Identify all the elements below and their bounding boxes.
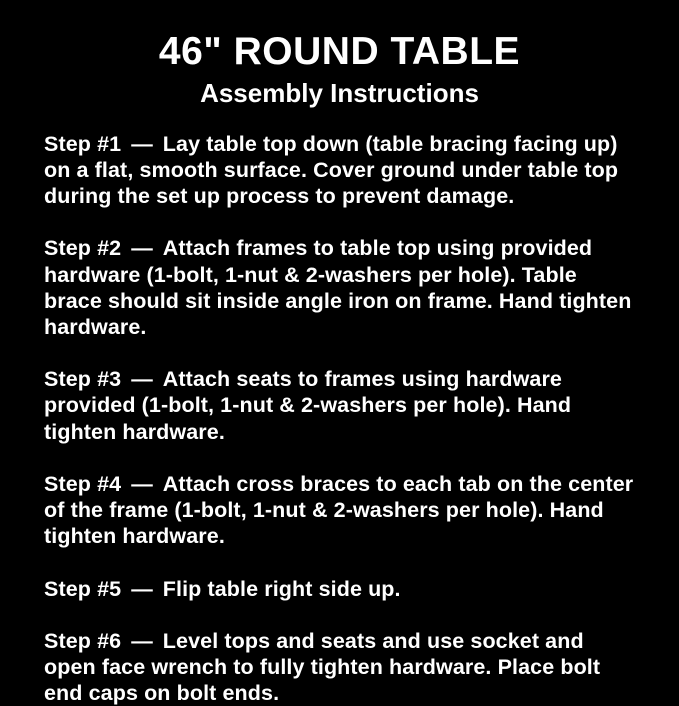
- step-separator: —: [131, 576, 153, 601]
- step-separator: —: [131, 471, 153, 496]
- step-text: Level tops and seats and use socket and open face wrench to fully tighten hardware. Place bolt end caps on bolt ends.: [44, 628, 601, 706]
- page-title: 46" ROUND TABLE: [158, 30, 521, 73]
- poster-header: [44, 30, 635, 109]
- step-item-2: [44, 235, 635, 340]
- step-text: Attach frames to table top using provided hardware (1-bolt, 1-nut & 2-washers per hole). Table brace should sit inside angle iron on frame. Hand tighten hardware.: [44, 236, 632, 340]
- step-item-3: [44, 366, 635, 445]
- step-label: Step #2: [44, 236, 122, 261]
- step-separator: —: [131, 628, 153, 653]
- step-separator: —: [131, 367, 153, 392]
- step-label: Step #4: [44, 471, 122, 496]
- step-text: Attach seats to frames using hardware provided (1-bolt, 1-nut & 2-washers per hole). Hand tighten hardware.: [44, 367, 572, 444]
- step-item-4: [44, 471, 635, 550]
- step-text: Lay table top down (table bracing facing up) on a flat, smooth surface. Cover ground under table top during the set up process to prevent damage.: [44, 131, 619, 209]
- step-label: Step #5: [44, 576, 122, 601]
- step-text: Flip table right side up.: [162, 576, 401, 601]
- step-item-5: [44, 576, 635, 602]
- step-separator: —: [131, 131, 153, 156]
- step-label: Step #6: [44, 628, 122, 653]
- step-label: Step #3: [44, 367, 122, 392]
- step-text: Attach cross braces to each tab on the center of the frame (1-bolt, 1-nut & 2-washers per hole). Hand tighten hardware.: [44, 471, 634, 549]
- step-label: Step #1: [44, 131, 122, 156]
- step-separator: —: [131, 236, 153, 261]
- step-item-1: [44, 131, 635, 210]
- page-subtitle: Assembly Instructions: [200, 77, 479, 108]
- step-item-6: [44, 628, 635, 706]
- steps-list: [44, 131, 635, 706]
